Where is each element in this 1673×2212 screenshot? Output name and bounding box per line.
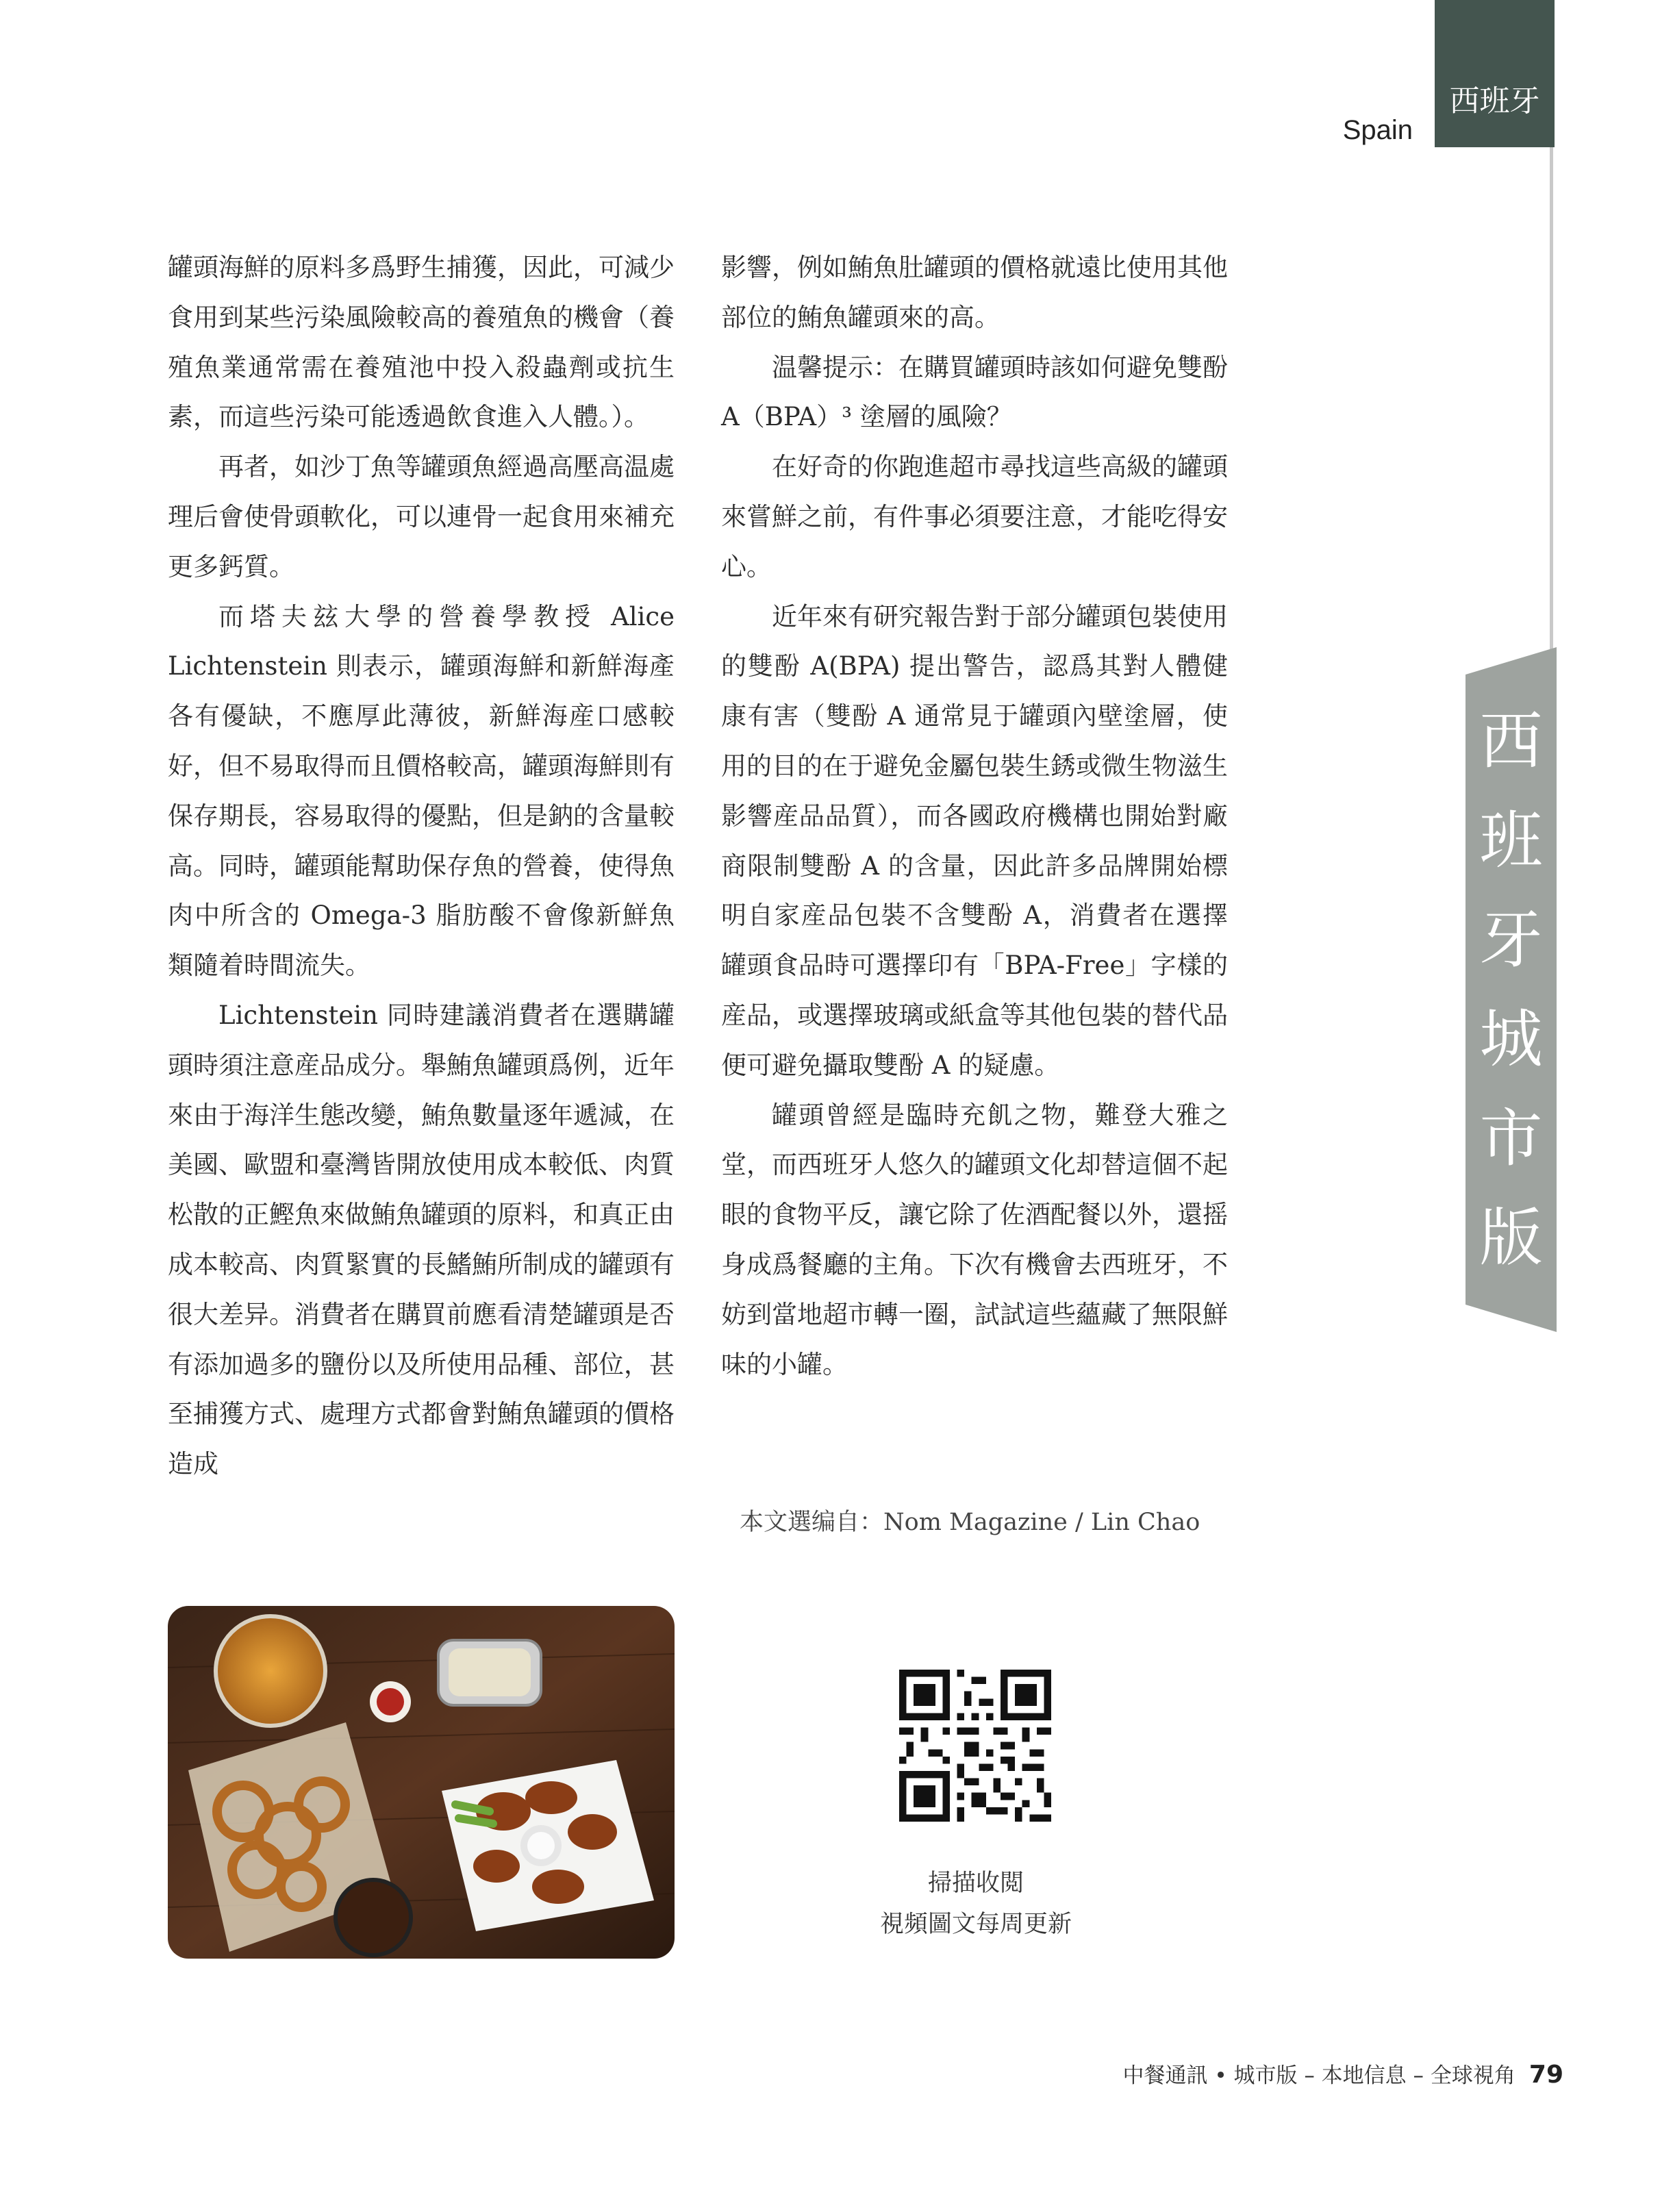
article-column-right [721, 243, 1228, 1390]
section-tab [1435, 0, 1555, 147]
paragraph: 温馨提示：在購買罐頭時該如何避免雙酚 A（BPA）³ 塗層的風險？ [721, 352, 1228, 432]
side-tab-char: 牙 [1479, 903, 1543, 977]
paragraph: 而塔夫玆大學的營養學教授 Alice Lichtenstein 則表示，罐頭海鮮和新鮮海產各有優缺，不應厚此薄彼，新鮮海産口感較好，但不易取得而且價格較高，罐頭海鮮則有保存期長，容易取得的優點，但是鈉的含量較高。同時，罐頭能幫助保存魚的營養，使得魚肉中所含的 Omega-3 脂肪酸不會像新鮮魚類隨着時間流失。 [168, 601, 675, 981]
qr-caption-line: 視頻圖文每周更新 [879, 1911, 1072, 1938]
section-tab-label: 西班牙 [1449, 84, 1540, 118]
page-number: 79 [1529, 2061, 1563, 2089]
paragraph: 近年來有研究報告對于部分罐頭包裝使用的雙酚 A(BPA) 提出警告，認爲其對人體健康有害（雙酚 A 通常見于罐頭內壁塗層，使用的目的在于避免金屬包裝生銹或微生物滋生影響産品品質），而各國政府機構也開始對廠商限制雙酚 A 的含量，因此許多品牌開始標明自家産品包裝不含雙酚 A，消費者在選擇罐頭食品時可選擇印有「BPA-Free」字樣的産品，或選擇玻璃或紙盒等其他包裝的替代品便可避免攝取雙酚 A 的疑慮。 [721, 601, 1228, 1080]
side-tab-text [1466, 692, 1557, 1287]
food-photo [168, 1606, 675, 1959]
paragraph: 在好奇的你跑進超市尋找這些高級的罐頭來嘗鮮之前，有件事必須要注意，才能吃得安心。 [721, 452, 1228, 581]
side-tab-char: 版 [1479, 1201, 1543, 1274]
paragraph: 影響，例如鮪魚肚罐頭的價格就遠比使用其他部位的鮪魚罐頭來的高。 [721, 253, 1228, 332]
paragraph: 罐頭海鮮的原料多爲野生捕獲，因此，可減少食用到某些污染風險較高的養殖魚的機會（養殖魚業通常需在養殖池中投入殺蟲劑或抗生素，而這些污染可能透過飲食進入人體。）。 [168, 253, 675, 432]
paragraph: Lichtenstein 同時建議消費者在選購罐頭時須注意産品成分。舉鮪魚罐頭爲例，近年來由于海洋生態改變，鮪魚數量逐年遞減，在美國、歐盟和臺灣皆開放使用成本較低、肉質松散的正鰹魚來做鮪魚罐頭的原料，和真正由成本較高、肉質緊實的長鰭鮪所制成的罐頭有很大差异。消費者在購買前應看清楚罐頭是否有添加過多的鹽份以及所使用品種、部位，甚至捕獲方式、處理方式都會對鮪魚罐頭的價格造成 [168, 1000, 675, 1479]
country-label: Spain [1342, 115, 1413, 145]
qr-caption [808, 1863, 1144, 1945]
side-tab-char: 班 [1479, 804, 1543, 877]
side-tab-char: 西 [1479, 705, 1543, 778]
paragraph: 再者，如沙丁魚等罐頭魚經過高壓高温處理后會使骨頭軟化，可以連骨一起食用來補充更多鈣質。 [168, 452, 675, 581]
article-column-left [168, 243, 675, 1490]
side-tab-char: 市 [1479, 1102, 1543, 1175]
article-credit: 本文選编自：Nom Magazine / Lin Chao [740, 1509, 1200, 1536]
paragraph: 罐頭曾經是臨時充飢之物，難登大雅之堂，而西班牙人悠久的罐頭文化却替這個不起眼的食物平反，讓它除了佐酒配餐以外，還摇身成爲餐廳的主角。下次有機會去西班牙，不妨到當地超市轉一圈，試試這些蘊藏了無限鮮味的小罐。 [721, 1100, 1228, 1379]
page-footer [1122, 2058, 1563, 2089]
footer-text: 中餐通訊 • 城市版 – 本地信息 – 全球視角 [1122, 2063, 1515, 2088]
qr-caption-line: 掃描收閲 [927, 1870, 1024, 1897]
side-tab-char: 城 [1479, 1003, 1543, 1076]
qr-code[interactable] [899, 1670, 1051, 1822]
